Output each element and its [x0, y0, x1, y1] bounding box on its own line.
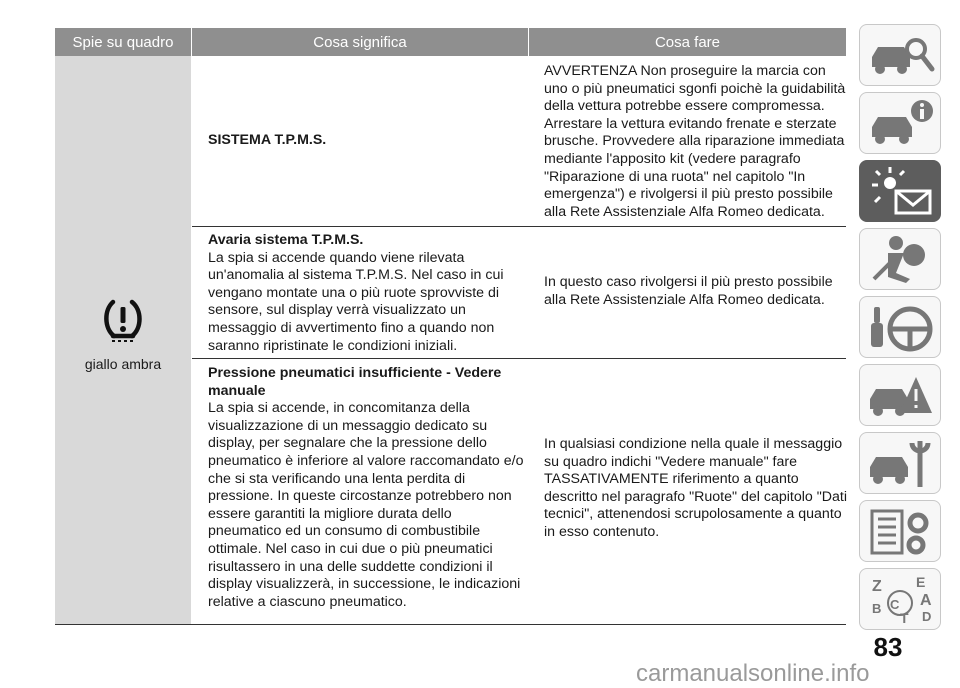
steering-wheel-key-icon	[866, 301, 936, 355]
car-warning-triangle-icon	[866, 369, 936, 423]
tab-car-info[interactable]	[859, 92, 941, 154]
page-number: 83	[873, 632, 903, 662]
row-divider	[192, 226, 846, 227]
index-letter: A	[920, 592, 932, 609]
tab-technical-data[interactable]	[859, 500, 941, 562]
tab-index[interactable]	[859, 568, 941, 630]
tpms-warning-icon	[100, 296, 146, 342]
row1-meaning-title: SISTEMA T.P.M.S.	[208, 132, 327, 148]
header-action: Cosa fare	[529, 28, 846, 56]
index-letter: Z	[872, 578, 882, 595]
lamp-color-label: giallo ambra	[84, 356, 162, 372]
car-search-icon	[866, 29, 936, 83]
index-letter: E	[916, 574, 926, 590]
alphabet-index-icon	[866, 573, 936, 627]
row-divider	[192, 358, 846, 359]
row3-meaning	[208, 365, 528, 611]
tab-maintenance[interactable]	[859, 432, 941, 494]
index-letter: B	[872, 601, 882, 616]
index-letter: C	[890, 597, 900, 612]
index-letter: D	[922, 609, 932, 624]
row1-action: AVVERTENZA Non proseguire la marcia con uno o più pneumatici sgonfi poichè la guidabilità della vettura potrebbe essere compromessa. Arrestare la vettura evitando frenate e sterzate brusche. Provvedere alla riparazione immediata mediante l'apposito kit (vedere paragrafo "Riparazione di una ruota" nel capitolo "In emergenza") e rivolgersi il più presto possibile alla Rete Assistenziale Alfa Romeo dedicata.	[544, 63, 846, 220]
row2-meaning-text: La spia si accende quando viene rilevata un'anomalia al sistema T.P.M.S. Nel caso in cui vengano montate una o più ruote sprovviste di sensore, sul display verrà visualizzato un messaggio di avvertimento fino a quando non saranno ripristinate le condizioni iniziali.	[208, 249, 504, 354]
car-info-icon	[866, 97, 936, 151]
tab-starting-driving[interactable]	[859, 296, 941, 358]
specs-gears-icon	[866, 505, 936, 559]
tab-safety[interactable]	[859, 228, 941, 290]
row3-action: In qualsiasi condizione nella quale il messaggio su quadro indichi "Vedere manuale" fare TASSATIVAMENTE riferimento a quanto descritto nel paragrafo "Ruote" del capitolo "Dati tecnici", attenendosi scrupolosamente a quanto in esso contenuto.	[544, 436, 847, 540]
row2-meaning	[208, 232, 528, 355]
lamp-column	[55, 56, 191, 624]
header-lamps: Spie su quadro	[55, 28, 191, 56]
table-bottom-rule	[55, 624, 846, 625]
row1-meaning	[208, 132, 528, 150]
row3-meaning-title: Pressione pneumatici insufficiente - Vedere manuale	[208, 365, 502, 399]
car-wrench-icon	[866, 437, 936, 491]
row2-meaning-title: Avaria sistema T.P.M.S.	[208, 232, 364, 248]
watermark: carmanualsonline.info	[636, 660, 870, 687]
header-meaning: Cosa significa	[192, 28, 528, 56]
airbag-person-icon	[866, 233, 936, 287]
warning-lights-message-icon	[866, 165, 936, 219]
tab-emergency[interactable]	[859, 364, 941, 426]
row2-action: In questo caso rivolgersi il più presto possibile alla Rete Assistenziale Alfa Romeo dedicata.	[544, 274, 833, 308]
index-letter: T	[900, 610, 909, 626]
row3-meaning-text: La spia si accende, in concomitanza della visualizzazione di un messaggio dedicato su display, per segnalare che la pressione dello pneumatico è inferiore al valore raccomandato e/o che si sta verificando una lenta perdita di pressione. In queste circostanze potrebbero non essere garantiti la migliore durata dello pneumatico ed un consumo di combustibile ottimale. Nel caso in cui due o più pneumatici risultassero in una delle suddette condizioni il display visualizzerà, in successione, le indicazioni relative a ciascuno pneumatico.	[208, 400, 524, 610]
tab-car-search[interactable]	[859, 24, 941, 86]
tab-warning-lights[interactable]	[859, 160, 941, 222]
